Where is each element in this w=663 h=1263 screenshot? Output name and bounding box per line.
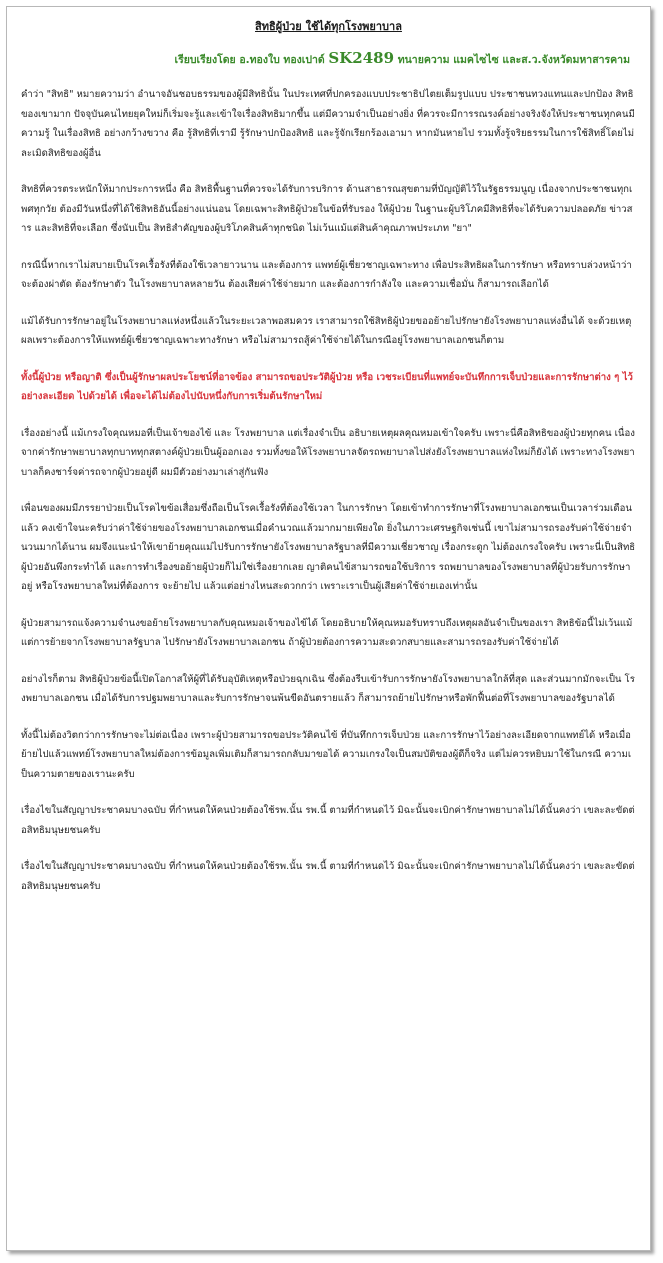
paragraph: คำว่า "สิทธิ" หมายความว่า อำนาจอันชอบธรรมของผู้มีสิทธินั้น ในประเทศที่ปกครองแบบประชาธิปไตยเต็มรูปแบบ ประชาชนทวงแทนและปกป้อง สิทธิ ของเขามาก ปัจจุบันคนไทยยุคใหม่ก็เริ่มจะรู้และเข้าใจเรื่องสิทธิมากขึ้น แต่มีความจำเป็นอย่างยิ่ง ที่ควรจะมีการรณรงค์อย่างจริงจังให้ประชาชนทุกคนมีความรู้ ในเรื่องสิทธิ อย่างกว้างขวาง คือ รู้สิทธิที่เรามี รู้รักษาปกป้องสิทธิ และรู้จักเรียกร้องเอามา หากมันหายไป รวมทั้งรู้จริยธรรมในการใช้สิทธิ์โดยไม่ละเมิดสิทธิของผู้อื่น <box>21 89 635 159</box>
paragraph: กรณีนี้หากเราไม่สบายเป็นโรคเรื้อรังที่ต้องใช้เวลายาวนาน และต้องการ แพทย์ผู้เชี่ยวชาญเฉพาะทาง เพื่อประสิทธิผลในการรักษา หรือทราบล่วงหน้าว่า จะต้องผ่าตัด ต้องรักษาตัว ในโรงพยาบาลหลายวัน ต้องเสียค่าใช้จ่ายมาก และต้องการกำลังใจ และความเชื่อมั่น ก็สามารถเลือกได้ <box>21 259 632 290</box>
paragraph: ผู้ป่วยสามารถแจ้งความจำนงขอย้ายโรงพยาบาลกับคุณหมอเจ้าของไข้ได้ โดยอธิบายให้คุณหมอรับทราบถึงเหตุผลอันจำเป็นของเรา สิทธิข้อนี้ไม่เว้นแม้แต่การย้ายจากโรงพยาบาลรัฐบาล ไปรักษายังโรงพยาบาลเอกชน ถ้าผู้ป่วยต้องการความสะดวกสบายและสามารถรองรับค่าใช้จ่ายได้ <box>21 617 633 648</box>
byline-code: SK2489 <box>328 49 395 67</box>
paragraph: เรื่องอย่างนี้ แม้เกรงใจคุณหมอที่เป็นเจ้าของไข้ และ โรงพยาบาล แต่เรื่องจำเป็น อธิบายเหตุผลคุณหมอเข้าใจครับ เพราะนี่คือสิทธิของผู้ป่วยทุกคน เนื่องจากค่ารักษาพยาบาลทุกบาททุกสตางค์ผู้ป่วยเป็นผู้ออกเอง รวมทั้งขอให้โรงพยาบาลจัดรถพยาบาลไปส่งยังโรงพยาบาลแห่งใหม่ก็ยังได้ เพราะทางโรงพยาบาลก็คงชาร์จค่ารถจากผู้ป่วยอยู่ดี ผมมีตัวอย่างมาเล่าสู่กันฟัง <box>21 427 635 478</box>
byline <box>7 49 630 69</box>
byline-author: เรียบเรียงโดย อ.ทองใบ ทองเปาด์ <box>174 54 325 66</box>
paragraph: เรื่องไขในสัญญาประชาคมบางฉบับ ที่กำหนดให้คนป่วยต้องใช้รพ.นั้น รพ.นี้ ตามที่กำหนดไว้ มิฉะนั้นจะเบิกค่ารักษาพยาบาลไม่ได้นั้นคงว่า เขละละขัดต่อสิทธิมนุษยชนครับ <box>21 805 635 836</box>
paragraph: อย่างไรก็ตาม สิทธิผู้ป่วยข้อนี้เปิดโอกาสให้ผู้ที่ได้รับอุบัติเหตุหรือป่วยฉุกเฉิน ซึ่งต้องรีบเข้ารับการรักษายังโรงพยาบาลใกล้ที่สุด และส่วนมากมักจะเป็น โรงพยาบาลเอกชน เมื่อได้รับการปฐมพยาบาลและรับการรักษาจนพ้นขีดอันตรายแล้ว ก็สามารถย้ายไปรักษาหรือพักฟื้นต่อที่โรงพยาบาลของรัฐบาลได้ <box>21 673 635 704</box>
paragraph: แม้ได้รับการรักษาอยู่ในโรงพยาบาลแห่งหนึ่งแล้วในระยะเวลาพอสมควร เราสามารถใช้สิทธิผู้ป่วยขออย้ายไปรักษายังโรงพยาบาลแห่งอื่นได้ จะด้วยเหตุผลเพราะต้องการให้แพทย์ผู้เชี่ยวชาญเฉพาะทางรักษา หรือไม่สามารถสู้ค่าใช้จ่ายได้ในกรณีอยู่โรงพยาบาลเอกชนก็ตาม <box>21 315 632 346</box>
paragraph: ทั้งนี้ไม่ต้องวิตกว่าการรักษาจะไม่ต่อเนื่อง เพราะผู้ป่วยสามารถขอประวัติคนไข้ ที่บันทึกการเจ็บป่วย และการรักษาไว้อย่างละเอียดจากแพทย์ได้ หรือเมื่อย้ายไปแล้วแพทย์โรงพยาบาลใหม่ต้องการข้อมูลเพิ่มเติมก็สามารถกลับมาขอได้ ความเกรงใจเป็นสมบัติของผู้ดีก็จริง แต่ไม่ควรหยิบมาใช้ในกรณี ความเป็นความตายของเรานะครับ <box>21 729 632 780</box>
paragraph: สิทธิที่ควรตระหนักให้มากประการหนึ่ง คือ สิทธิพื้นฐานที่ควรจะได้รับการบริการ ด้านสาธารณสุขตามที่บัญญัติไว้ในรัฐธรรมนูญ เนื่องจากประชาชนทุกเพศทุกวัย ต้องมีวันหนึ่งที่ได้ใช้สิทธิอันนี้อย่างแน่นอน โดยเฉพาะสิทธิผู้ป่วยในข้อที่รับรอง ให้ผู้ป่วย ในฐานะผู้บริโภคมีสิทธิที่จะได้รับความปลอดภัย ข่าวสาร และสิทธิที่จะเลือก ซึ่งนับเป็น สิทธิสำคัญของผู้บริโภคสินค้าทุกชนิด ไม่เว้นแม้แต่สินค้าคุณภาพประเภท "ยา" <box>21 184 633 234</box>
paragraph: เพื่อนของผมมีภรรยาป่วยเป็นโรคไขข้อเสื่อมซึ่งถือเป็นโรคเรื้อรังที่ต้องใช้เวลา ในการรักษา โดยเข้าทำการรักษาที่โรงพยาบาลเอกชนเป็นเวลาร่วมเดือนแล้ว คงเข้าใจนะครับว่าค่าใช้จ่ายของโรงพยาบาลเอกชนเมื่อคำนวณแล้วมากมายเพียงใด ยิ่งในภาวะเศรษฐกิจเช่นนี้ เขาไม่สามารถรองรับค่าใช้จ่ายจำนวนมากได้นาน ผมจึงแนะนำให้เขาย้ายคุณแม่ไปรับการรักษายังโรงพยาบาลรัฐบาลที่มีความเชี่ยวชาญ เรื่องกระดูก ไม่ต้องเกรงใจครับ เพราะนี่เป็นสิทธิผู้ป่วยอันพึงกระทำได้ และการทำเรื่องขอย้ายผู้ป่วยก็ไม่ใช่เรื่องยากเลย ญาติคนไข้สามารถขอใช้บริการ รถพยาบาลของโรงพยาบาลที่ผู้ป่วยรับการรักษาอยู่ หรือโรงพยาบาลใหม่ที่ต้องการ จะย้ายไป แล้วแต่อย่างไหนสะดวกกว่า เพราะเราเป็นผู้เสียค่าใช้จ่ายเองเท่านั้น <box>21 503 636 592</box>
document-frame <box>6 6 651 1251</box>
highlighted-paragraph: ทั้งนี้ผู้ป่วย หรือญาติ ซึ่งเป็นผู้รักษาผลประโยชน์ที่อาจข้อง สามารถขอประวัติผู้ป่วย หรือ เวชระเบียนที่แพทย์จะบันทึกการเจ็บป่วยและการรักษาต่าง ๆ ไว้อย่างละเอียด ไปด้วยได้ เพื่อจะได้ไม่ต้องไปนับหนึ่งกับการเริ่มต้นรักษาใหม่ <box>21 371 633 402</box>
byline-affiliation: ทนายความ แมคไซไซ และส.ว.จังหวัดมหาสารคาม <box>397 54 630 66</box>
paragraph: เรื่องไขในสัญญาประชาคมบางฉบับ ที่กำหนดให้คนป่วยต้องใช้รพ.นั้น รพ.นี้ ตามที่กำหนดไว้ มิฉะนั้นจะเบิกค่ารักษาพยาบาลไม่ได้นั้นคงว่า เขละละขัดต่อสิทธิมนุษยชนครับ <box>21 861 635 892</box>
page-title: สิทธิผู้ป่วย ใช้ได้ทุกโรงพยาบาล <box>255 20 402 33</box>
article-body <box>21 85 636 896</box>
